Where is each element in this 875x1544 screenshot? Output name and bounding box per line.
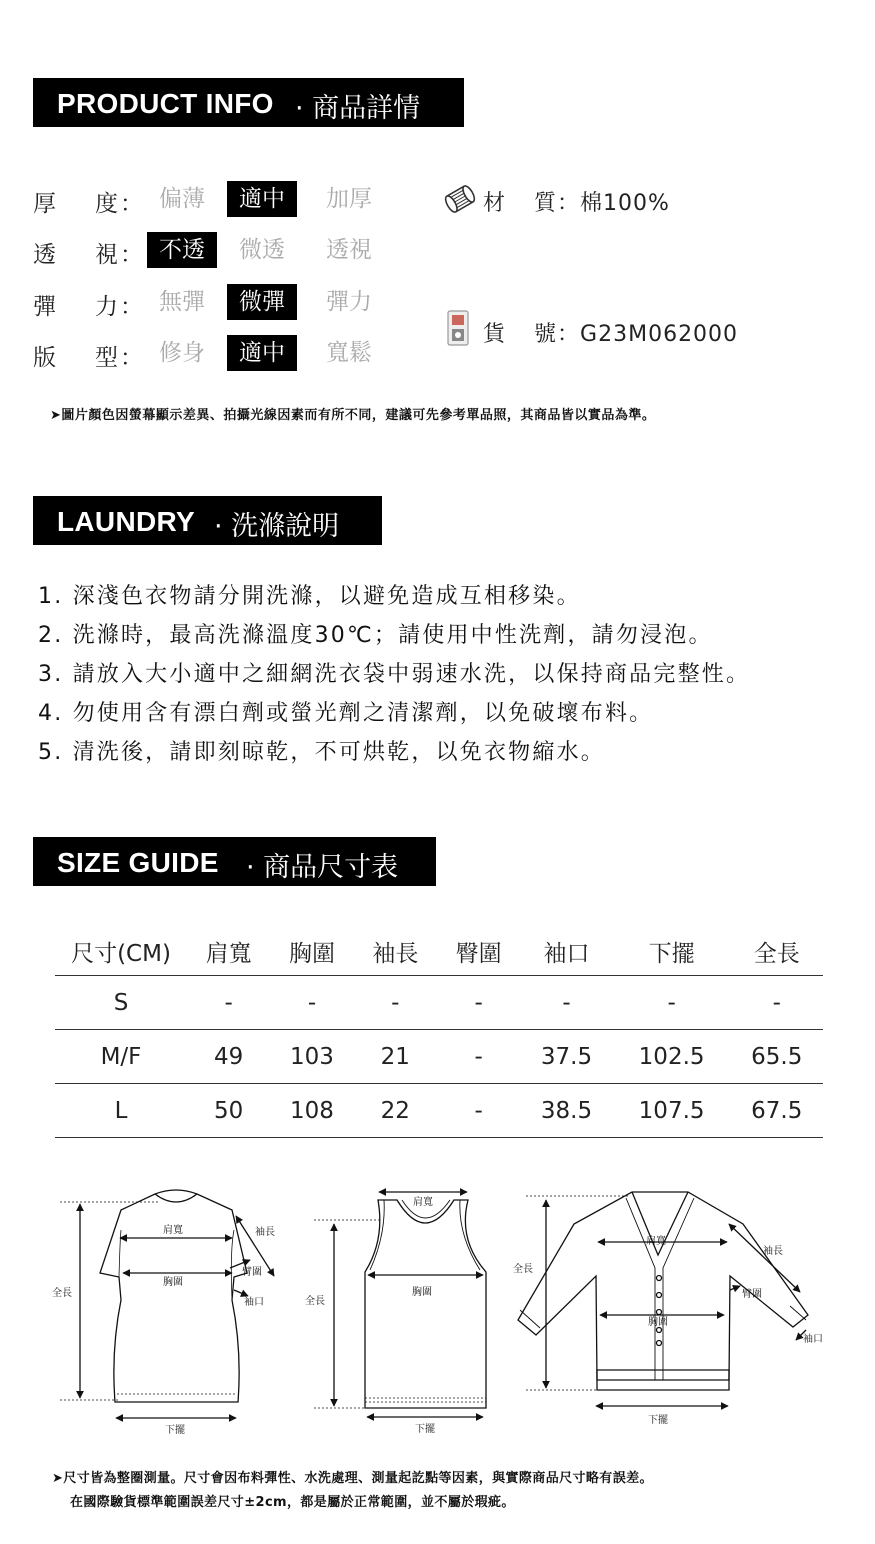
laundry-item: 4. 勿使用含有漂白劑或螢光劑之清潔劑，以免破壞布料。 — [38, 701, 654, 726]
attribute-option: 寬鬆 — [326, 340, 372, 366]
diagram1-sleeve-label: 袖長 — [255, 1227, 275, 1238]
attribute-option-selected: 適中 — [227, 335, 297, 371]
diagram2-shoulder-label: 肩寬 — [413, 1197, 433, 1208]
column-header: 下擺 — [613, 928, 731, 976]
attribute-option: 偏薄 — [159, 186, 205, 212]
size-table — [55, 928, 823, 1138]
size-guide-title-en: SIZE GUIDE — [57, 847, 219, 878]
size-table-row — [55, 1084, 823, 1138]
size-value-cell: - — [354, 976, 437, 1030]
measurement-diagrams — [0, 1180, 875, 1450]
attribute-option-selected: 不透 — [147, 232, 217, 268]
size-value-cell: - — [437, 976, 520, 1030]
laundry-item: 5. 清洗後，請即刻晾乾，不可烘乾，以免衣物縮水。 — [38, 740, 605, 765]
size-value-cell: 37.5 — [520, 1030, 612, 1084]
diagram3-sleeve-label: 袖長 — [763, 1246, 783, 1257]
item-number-value: G23M062000 — [580, 322, 739, 347]
size-value-cell: - — [437, 1030, 520, 1084]
column-header: 全長 — [731, 928, 823, 976]
diagram1-armhole-label: 臂圍 — [242, 1267, 262, 1278]
size-value-cell: 50 — [187, 1084, 270, 1138]
diagram2-chest-label: 胸圍 — [412, 1287, 432, 1298]
item-number-label-b: 號 — [534, 322, 558, 347]
product-info-header — [33, 78, 464, 127]
attribute-option-selected: 微彈 — [227, 284, 297, 320]
attribute-option: 彈力 — [326, 289, 372, 315]
diagram3-length-label: 全長 — [513, 1264, 533, 1275]
attribute-label-char: 力 — [95, 294, 118, 320]
attribute-option: 加厚 — [326, 186, 372, 212]
column-header: 胸圍 — [270, 928, 353, 976]
size-value-cell: 21 — [354, 1030, 437, 1084]
material-value: 棉100% — [580, 191, 670, 216]
attribute-label-char: 厚 — [33, 191, 56, 217]
attribute-label-char: 版 — [33, 345, 56, 371]
attribute-label-char: 視 — [95, 242, 118, 268]
size-guide-title-zh: · 商品尺寸表 — [246, 852, 399, 883]
laundry-title-en: LAUNDRY — [57, 506, 195, 537]
attribute-label — [33, 236, 118, 269]
tank-top-diagram — [314, 1192, 486, 1417]
item-number-label-a: 貨 — [483, 322, 507, 347]
material-label-b: 質 — [534, 191, 558, 216]
size-value-cell: 102.5 — [613, 1030, 731, 1084]
diagram3-shoulder-label: 肩寬 — [646, 1236, 666, 1247]
size-value-cell: 107.5 — [613, 1084, 731, 1138]
diagram2-length-label: 全長 — [305, 1296, 325, 1307]
attribute-colon: ： — [120, 294, 143, 320]
attribute-colon: ： — [120, 242, 143, 268]
size-label-cell: S — [55, 976, 187, 1030]
diagram3-cuff-label: 袖口 — [803, 1334, 823, 1345]
attribute-colon: ： — [120, 345, 143, 371]
attribute-label-char: 透 — [33, 242, 56, 268]
cardigan-diagram — [518, 1192, 808, 1406]
attribute-option: 透視 — [326, 237, 372, 263]
size-value-cell: - — [187, 976, 270, 1030]
attribute-colon: ： — [120, 191, 143, 217]
laundry-header — [33, 496, 382, 545]
material-line — [483, 186, 670, 217]
attribute-row — [33, 232, 413, 268]
product-info-title-en: PRODUCT INFO — [57, 88, 274, 119]
attribute-label — [33, 288, 118, 321]
attribute-row — [33, 181, 413, 217]
diagram1-cuff-label: 袖口 — [244, 1297, 264, 1308]
laundry-item: 3. 請放入大小適中之細網洗衣袋中弱速水洗，以保持商品完整性。 — [38, 662, 751, 687]
attribute-option: 無彈 — [159, 289, 205, 315]
diagram1-shoulder-label: 肩寬 — [163, 1225, 183, 1236]
attribute-option: 修身 — [159, 340, 205, 366]
size-value-cell: - — [613, 976, 731, 1030]
size-label-cell: M/F — [55, 1030, 187, 1084]
attribute-label — [33, 185, 118, 218]
diagram3-armhole-label: 臂圍 — [742, 1289, 762, 1300]
diagram1-chest-label: 胸圍 — [163, 1277, 183, 1288]
attribute-label-char: 度 — [95, 191, 118, 217]
column-header: 袖長 — [354, 928, 437, 976]
size-value-cell: 38.5 — [520, 1084, 612, 1138]
thread-spool-icon — [440, 184, 480, 214]
attribute-row — [33, 335, 413, 371]
item-number-colon: ： — [557, 322, 581, 347]
diagram1-hem-label: 下擺 — [165, 1425, 185, 1436]
size-value-cell: 65.5 — [731, 1030, 823, 1084]
diagram1-length-label: 全長 — [52, 1288, 72, 1299]
size-value-cell: - — [270, 976, 353, 1030]
size-table-header-row — [55, 928, 823, 976]
attribute-option: 微透 — [239, 237, 285, 263]
size-value-cell: - — [520, 976, 612, 1030]
tag-icon — [446, 309, 472, 349]
material-label-a: 材 — [483, 191, 507, 216]
diagram3-chest-label: 胸圍 — [648, 1317, 668, 1328]
size-value-cell: - — [437, 1084, 520, 1138]
size-guide-header — [33, 837, 436, 886]
column-header: 袖口 — [520, 928, 612, 976]
attribute-row — [33, 284, 413, 320]
size-value-cell: 108 — [270, 1084, 353, 1138]
size-value-cell: 67.5 — [731, 1084, 823, 1138]
laundry-item: 1. 深淺色衣物請分開洗滌，以避免造成互相移染。 — [38, 584, 581, 609]
size-value-cell: 22 — [354, 1084, 437, 1138]
attribute-label-char: 型 — [95, 345, 118, 371]
size-table-row — [55, 1030, 823, 1084]
attribute-label-char: 彈 — [33, 294, 56, 320]
diagram2-hem-label: 下擺 — [415, 1424, 435, 1435]
size-value-cell: 49 — [187, 1030, 270, 1084]
column-header: 臀圍 — [437, 928, 520, 976]
column-header: 肩寬 — [187, 928, 270, 976]
size-note-1: ➤尺寸皆為整圈測量。尺寸會因布料彈性、水洗處理、測量起訖點等因素，與實際商品尺寸略有誤差。 — [52, 1471, 653, 1486]
color-disclaimer-note: ➤圖片顏色因螢幕顯示差異、拍攝光線因素而有所不同，建議可先參考單品照，其商品皆以實品為準。 — [50, 408, 656, 423]
attribute-label — [33, 339, 118, 372]
diagram3-hem-label: 下擺 — [648, 1415, 668, 1426]
attribute-option-selected: 適中 — [227, 181, 297, 217]
material-colon: ： — [557, 191, 581, 216]
laundry-title-zh: · 洗滌說明 — [214, 511, 340, 542]
size-value-cell: - — [731, 976, 823, 1030]
size-table-row — [55, 976, 823, 1030]
size-note-2: 在國際驗貨標準範圍誤差尺寸±2cm，都是屬於正常範圍，並不屬於瑕疵。 — [70, 1495, 515, 1510]
laundry-item: 2. 洗滌時，最高洗滌溫度30℃；請使用中性洗劑，請勿浸泡。 — [38, 623, 713, 648]
item-number-line — [483, 317, 738, 348]
column-header: 尺寸(CM) — [55, 928, 187, 976]
size-value-cell: 103 — [270, 1030, 353, 1084]
size-label-cell: L — [55, 1084, 187, 1138]
product-info-title-zh: · 商品詳情 — [295, 93, 421, 124]
